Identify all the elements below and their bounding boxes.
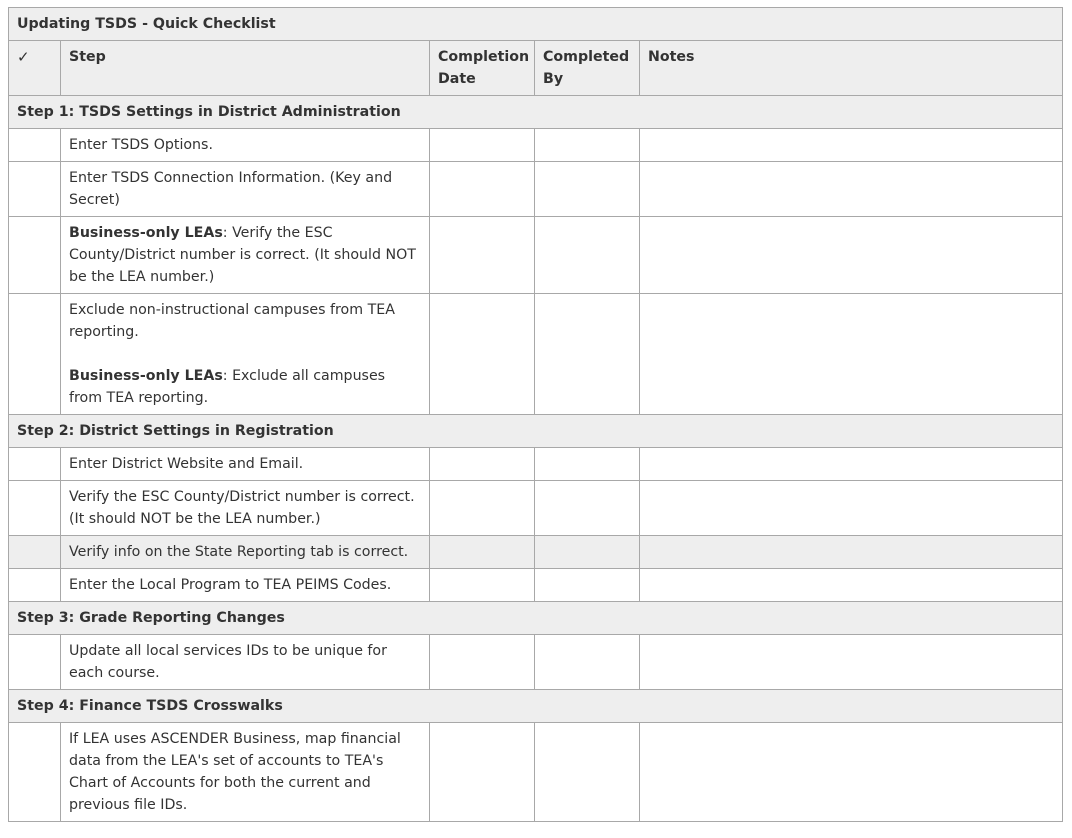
- step-cell: [61, 536, 430, 569]
- notes-cell[interactable]: [640, 448, 1063, 481]
- step-text: Enter the Local Program to TEA PEIMS Codes.: [69, 577, 392, 593]
- step-paragraph: [69, 643, 387, 681]
- notes-cell[interactable]: [640, 723, 1063, 822]
- completed-by-cell[interactable]: [535, 294, 640, 415]
- completion-date-cell[interactable]: [430, 448, 535, 481]
- step-paragraph: [69, 302, 395, 340]
- completed-by-cell[interactable]: [535, 723, 640, 822]
- notes-cell[interactable]: [640, 536, 1063, 569]
- step-cell: [61, 294, 430, 415]
- notes-cell[interactable]: [640, 217, 1063, 294]
- check-cell[interactable]: [9, 162, 61, 217]
- check-cell[interactable]: [9, 481, 61, 536]
- completion-date-cell[interactable]: [430, 723, 535, 822]
- check-cell[interactable]: [9, 536, 61, 569]
- step-text: Verify info on the State Reporting tab is correct.: [69, 544, 409, 560]
- table-caption: Updating TSDS - Quick Checklist: [9, 8, 1063, 41]
- step-paragraph: [69, 489, 415, 527]
- completion-date-cell[interactable]: [430, 569, 535, 602]
- completed-by-cell[interactable]: [535, 162, 640, 217]
- table-row: [9, 129, 1063, 162]
- completion-date-cell[interactable]: [430, 217, 535, 294]
- completed-by-cell[interactable]: [535, 217, 640, 294]
- step-emphasis: Business-only LEAs: [69, 368, 223, 384]
- step-paragraph: [69, 225, 416, 285]
- section-row: [9, 415, 1063, 448]
- completed-by-cell[interactable]: [535, 569, 640, 602]
- completion-date-cell[interactable]: [430, 481, 535, 536]
- completed-by-cell[interactable]: [535, 448, 640, 481]
- table-row: [9, 294, 1063, 415]
- completed-by-cell[interactable]: [535, 635, 640, 690]
- step-text: Exclude non-instructional campuses from TEA reporting.: [69, 302, 395, 340]
- check-cell[interactable]: [9, 294, 61, 415]
- check-cell[interactable]: [9, 723, 61, 822]
- step-cell: [61, 569, 430, 602]
- section-title: Step 3: Grade Reporting Changes: [9, 602, 1063, 635]
- section-title: Step 4: Finance TSDS Crosswalks: [9, 690, 1063, 723]
- step-cell: [61, 723, 430, 822]
- check-column-header: [9, 41, 61, 96]
- step-column-header: Step: [61, 41, 430, 96]
- step-paragraph: [69, 368, 385, 406]
- check-cell[interactable]: [9, 129, 61, 162]
- table-header-row: [9, 41, 1063, 96]
- completion-date-cell[interactable]: [430, 635, 535, 690]
- completed-by-cell[interactable]: [535, 129, 640, 162]
- step-text: : Verify the ESC County/District number is correct. (It should NOT be the LEA number.): [69, 225, 416, 285]
- notes-cell[interactable]: [640, 481, 1063, 536]
- step-paragraph: [69, 170, 392, 208]
- step-paragraph: [69, 137, 213, 153]
- section-row: [9, 690, 1063, 723]
- step-emphasis: Business-only LEAs: [69, 225, 223, 241]
- section-title: Step 1: TSDS Settings in District Administration: [9, 96, 1063, 129]
- notes-cell[interactable]: [640, 569, 1063, 602]
- notes-cell[interactable]: [640, 294, 1063, 415]
- section-title: Step 2: District Settings in Registration: [9, 415, 1063, 448]
- check-cell[interactable]: [9, 569, 61, 602]
- step-text: Enter TSDS Connection Information. (Key and Secret): [69, 170, 393, 208]
- completion-date-column-header: Completion Date: [430, 41, 535, 96]
- table-row: [9, 635, 1063, 690]
- step-cell: [61, 129, 430, 162]
- table-row: [9, 448, 1063, 481]
- completion-date-cell[interactable]: [430, 536, 535, 569]
- checklist-container: [8, 7, 1062, 822]
- step-text: Update all local services IDs to be unique for each course.: [69, 643, 387, 681]
- step-cell: [61, 448, 430, 481]
- step-paragraph: [69, 544, 408, 560]
- table-row: [9, 569, 1063, 602]
- paragraph-gap: [69, 343, 421, 365]
- section-row: [9, 96, 1063, 129]
- checklist-table: [8, 7, 1063, 822]
- step-cell: [61, 481, 430, 536]
- completion-date-cell[interactable]: [430, 129, 535, 162]
- table-row: [9, 536, 1063, 569]
- notes-cell[interactable]: [640, 635, 1063, 690]
- step-paragraph: [69, 456, 303, 472]
- table-row: [9, 481, 1063, 536]
- step-text: Enter District Website and Email.: [69, 456, 304, 472]
- check-cell[interactable]: [9, 448, 61, 481]
- completed-by-cell[interactable]: [535, 481, 640, 536]
- step-cell: [61, 217, 430, 294]
- completed-by-column-header: Completed By: [535, 41, 640, 96]
- step-paragraph: [69, 577, 391, 593]
- step-cell: [61, 162, 430, 217]
- table-row: [9, 217, 1063, 294]
- completed-by-cell[interactable]: [535, 536, 640, 569]
- table-row: [9, 723, 1063, 822]
- completion-date-cell[interactable]: [430, 294, 535, 415]
- checkmark-icon: ✓: [17, 48, 30, 66]
- notes-cell[interactable]: [640, 129, 1063, 162]
- notes-column-header: Notes: [640, 41, 1063, 96]
- notes-cell[interactable]: [640, 162, 1063, 217]
- table-caption-row: [9, 8, 1063, 41]
- step-cell: [61, 635, 430, 690]
- check-cell[interactable]: [9, 217, 61, 294]
- completion-date-cell[interactable]: [430, 162, 535, 217]
- checklist-body: [9, 96, 1063, 822]
- step-text: If LEA uses ASCENDER Business, map financial data from the LEA's set of accounts to TEA's Chart of Accounts for both the current and previous file IDs.: [69, 731, 401, 813]
- step-text: Verify the ESC County/District number is correct. (It should NOT be the LEA number.): [69, 489, 415, 527]
- step-text: : Exclude all campuses from TEA reporting.: [69, 368, 386, 406]
- step-paragraph: [69, 731, 401, 813]
- section-row: [9, 602, 1063, 635]
- table-row: [9, 162, 1063, 217]
- check-cell[interactable]: [9, 635, 61, 690]
- step-text: Enter TSDS Options.: [69, 137, 213, 153]
